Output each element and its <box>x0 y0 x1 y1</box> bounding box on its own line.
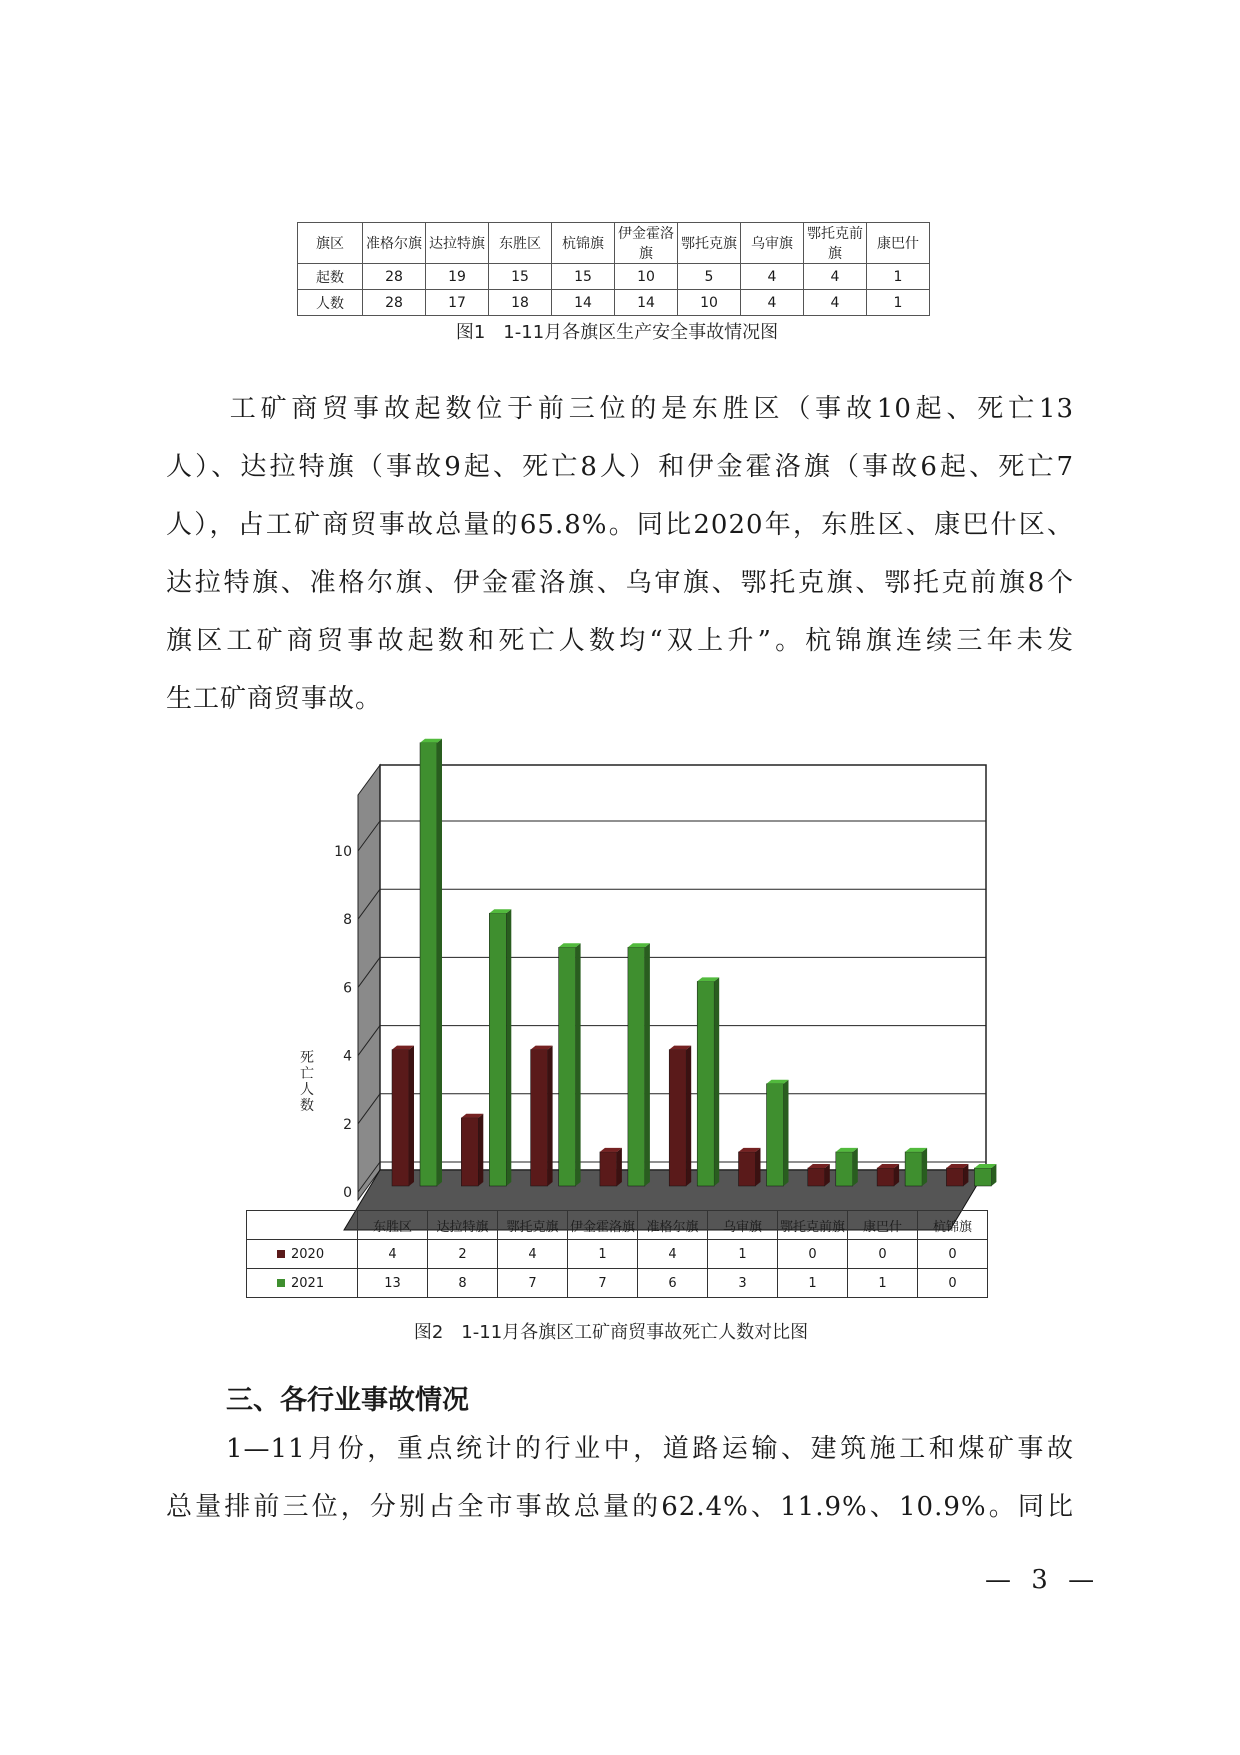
table-cell: 4 <box>741 290 804 316</box>
bar <box>559 943 581 1186</box>
table-cell: 准格尔旗 <box>363 223 426 264</box>
table-cell: 28 <box>363 290 426 316</box>
table-cell: 乌审旗 <box>741 223 804 264</box>
bar-front <box>739 1152 756 1186</box>
table-cell: 17 <box>426 290 489 316</box>
bar <box>877 1164 899 1186</box>
bar <box>669 1046 691 1186</box>
bar-front <box>559 947 576 1186</box>
y-tick-label: 2 <box>343 1116 352 1133</box>
table-cell: 4 <box>741 264 804 290</box>
legend-swatch <box>277 1279 285 1287</box>
table-cell: 人数 <box>298 290 363 316</box>
data-label: 1 <box>568 1240 638 1269</box>
data-label: 7 <box>568 1269 638 1298</box>
table-cell: 10 <box>615 264 678 290</box>
table-cell: 杭锦旗 <box>552 223 615 264</box>
bar <box>808 1164 830 1186</box>
bar-side <box>645 943 650 1186</box>
table-cell: 旗区 <box>298 223 363 264</box>
text-line: 旗区工矿商贸事故起数和死亡人数均“双上升”。杭锦旗连续三年未发 <box>166 626 1074 656</box>
category-label: 乌审旗 <box>708 1211 778 1240</box>
body-paragraph <box>166 1420 1074 1536</box>
bar-front <box>628 947 645 1186</box>
bar <box>974 1164 996 1186</box>
bar-side <box>853 1148 858 1186</box>
bar-side <box>784 1080 789 1186</box>
data-label: 2 <box>428 1240 498 1269</box>
text-line: 达拉特旗、准格尔旗、伊金霍洛旗、乌审旗、鄂托克旗、鄂托克前旗8个 <box>166 568 1074 598</box>
bar <box>461 1114 483 1186</box>
text-line <box>166 1420 1074 1478</box>
bar-side <box>922 1148 927 1186</box>
bar-side <box>617 1148 622 1186</box>
table-cell: 起数 <box>298 264 363 290</box>
data-label: 0 <box>778 1240 848 1269</box>
table-cell: 15 <box>489 264 552 290</box>
bar <box>905 1148 927 1186</box>
category-label: 杭锦旗 <box>918 1211 988 1240</box>
bar-front <box>877 1168 894 1186</box>
bar <box>420 739 442 1186</box>
data-label: 8 <box>428 1269 498 1298</box>
bar-front <box>600 1152 617 1186</box>
table-cell: 鄂托克前旗 <box>804 223 867 264</box>
data-label: 7 <box>498 1269 568 1298</box>
category-label: 康巴什 <box>848 1211 918 1240</box>
table-cell: 10 <box>678 290 741 316</box>
y-axis-label-char: 人 <box>300 1082 314 1098</box>
text-line-content: 工矿商贸事故起数位于前三位的是东胜区（事故10起、死亡13 <box>226 394 1074 424</box>
figure-1-caption: 图1 1-11月各旗区生产安全事故情况图 <box>455 322 779 343</box>
data-label: 1 <box>778 1269 848 1298</box>
bar-front <box>974 1168 991 1186</box>
bar <box>739 1148 761 1186</box>
text-line: 总量排前三位，分别占全市事故总量的62.4%、11.9%、10.9%。同比 <box>166 1492 1074 1522</box>
text-line: 人），占工矿商贸事故总量的65.8%。同比2020年，东胜区、康巴什区、 <box>166 510 1074 540</box>
bar-front <box>946 1168 963 1186</box>
bar-front <box>767 1084 784 1186</box>
data-label: 1 <box>848 1269 918 1298</box>
bar-front <box>905 1152 922 1186</box>
category-label: 伊金霍洛旗 <box>568 1211 638 1240</box>
chart-data-table <box>246 1210 988 1298</box>
table-cell: 28 <box>363 264 426 290</box>
table-cell: 伊金霍洛旗 <box>615 223 678 264</box>
category-label: 东胜区 <box>358 1211 428 1240</box>
y-axis-label-char: 数 <box>300 1098 314 1114</box>
text-line-content: 1—11月份，重点统计的行业中，道路运输、建筑施工和煤矿事故 <box>226 1434 1074 1464</box>
bar <box>628 943 650 1186</box>
y-tick-label: 4 <box>343 1048 352 1065</box>
table-cell: 1 <box>867 264 930 290</box>
bar-side <box>576 943 581 1186</box>
category-label: 达拉特旗 <box>428 1211 498 1240</box>
table-cell: 18 <box>489 290 552 316</box>
data-label: 13 <box>358 1269 428 1298</box>
bar-front <box>836 1152 853 1186</box>
table-cell: 达拉特旗 <box>426 223 489 264</box>
y-axis-label-char: 死 <box>300 1050 314 1066</box>
bar <box>531 1046 553 1186</box>
bar-front <box>420 743 437 1186</box>
bar-front <box>697 981 714 1186</box>
bar-side <box>548 1046 553 1186</box>
bar-side <box>686 1046 691 1186</box>
table-cell: 15 <box>552 264 615 290</box>
table-cell: 4 <box>804 264 867 290</box>
bar-front <box>531 1050 548 1186</box>
table-header-row <box>247 1211 988 1240</box>
bar-front <box>489 913 506 1186</box>
table-cell: 东胜区 <box>489 223 552 264</box>
data-label: 6 <box>638 1269 708 1298</box>
legend-label: 2020 <box>291 1246 325 1262</box>
legend-swatch <box>277 1250 285 1258</box>
table-cell: 鄂托克旗 <box>678 223 741 264</box>
table-cell: 5 <box>678 264 741 290</box>
y-tick-label: 8 <box>343 912 352 929</box>
bar-front <box>392 1050 409 1186</box>
data-label: 0 <box>918 1269 988 1298</box>
y-tick-label: 0 <box>343 1185 352 1201</box>
data-label: 1 <box>708 1240 778 1269</box>
bar <box>836 1148 858 1186</box>
legend-entry <box>247 1240 358 1269</box>
figure-2-caption: 图2 1-11月各旗区工矿商贸事故死亡人数对比图 <box>413 1322 809 1343</box>
data-label: 3 <box>708 1269 778 1298</box>
legend-entry <box>247 1269 358 1298</box>
bar <box>767 1080 789 1186</box>
bar-front <box>669 1050 686 1186</box>
table-row <box>247 1269 988 1298</box>
table-cell <box>247 1211 358 1240</box>
bar <box>392 1046 414 1186</box>
bar <box>697 977 719 1186</box>
bar <box>489 909 511 1186</box>
bar-front <box>461 1118 478 1186</box>
y-axis-label <box>300 1050 314 1114</box>
category-label: 鄂托克旗 <box>498 1211 568 1240</box>
table-row <box>247 1240 988 1269</box>
bar-side <box>437 739 442 1186</box>
page-number: — 3 — <box>985 1565 1101 1595</box>
y-tick-label: 10 <box>334 844 352 860</box>
section-heading: 三、各行业事故情况 <box>226 1385 469 1416</box>
legend-label: 2021 <box>291 1275 325 1291</box>
data-label: 4 <box>498 1240 568 1269</box>
bar-side <box>506 909 511 1186</box>
data-label: 0 <box>848 1240 918 1269</box>
bar <box>946 1164 968 1186</box>
bar-side <box>478 1114 483 1186</box>
bar-front <box>808 1168 825 1186</box>
data-label: 0 <box>918 1240 988 1269</box>
bar-side <box>714 977 719 1186</box>
text-line: 人）、达拉特旗（事故9起、死亡8人）和伊金霍洛旗（事故6起、死亡7 <box>166 452 1074 482</box>
category-label: 准格尔旗 <box>638 1211 708 1240</box>
bar-side <box>409 1046 414 1186</box>
data-label: 4 <box>638 1240 708 1269</box>
text-line: 生工矿商贸事故。 <box>166 684 383 714</box>
table-cell: 19 <box>426 264 489 290</box>
data-label: 4 <box>358 1240 428 1269</box>
table-cell: 14 <box>615 290 678 316</box>
table-cell: 14 <box>552 290 615 316</box>
y-axis-label-char: 亡 <box>300 1066 314 1082</box>
bar-side <box>756 1148 761 1186</box>
y-tick-label: 6 <box>343 980 352 997</box>
table-cell: 4 <box>804 290 867 316</box>
table-cell: 康巴什 <box>867 223 930 264</box>
table-cell: 1 <box>867 290 930 316</box>
category-label: 鄂托克前旗 <box>778 1211 848 1240</box>
bar <box>600 1148 622 1186</box>
